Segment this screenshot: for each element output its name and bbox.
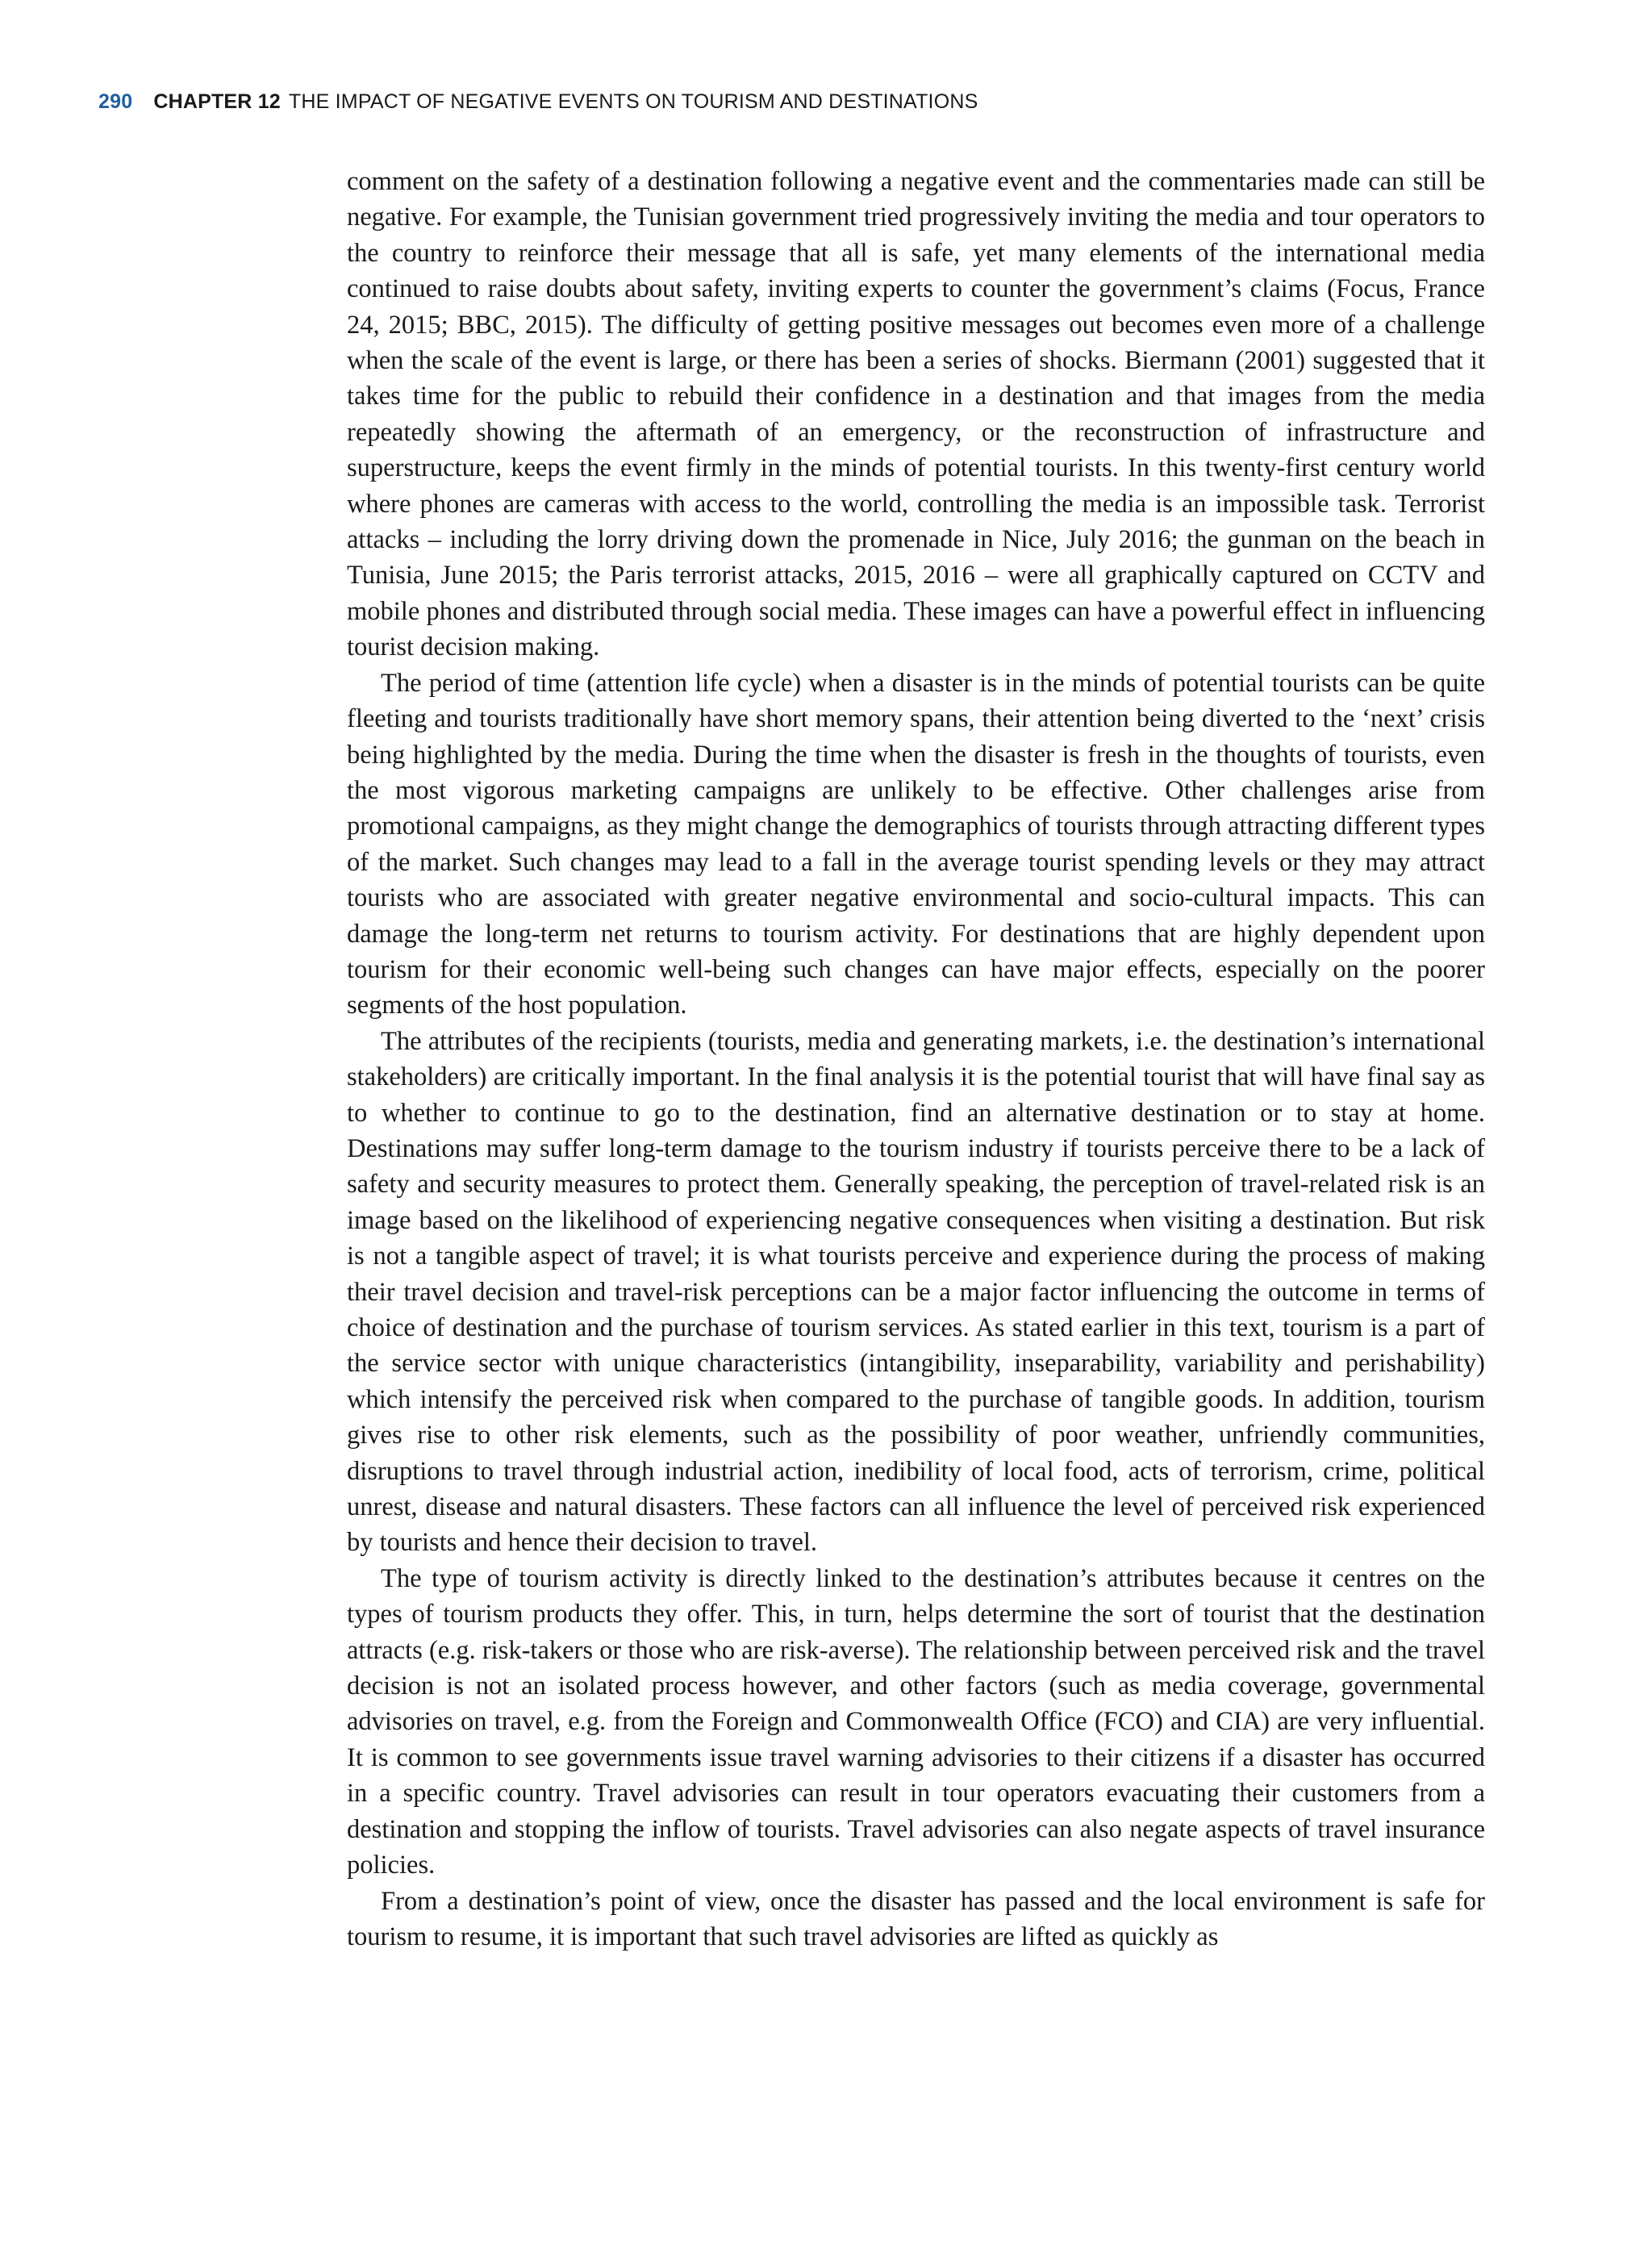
chapter-title: THE IMPACT OF NEGATIVE EVENTS ON TOURISM AND DESTINATIONS	[288, 90, 978, 113]
paragraph-destination-view: From a destination’s point of view, once the disaster has passed and the local environment is safe for tourism to resume, it is important that such travel advisories are lifted as quickly as	[347, 1886, 1485, 1951]
paragraph-continued: comment on the safety of a destination following a negative event and the commentaries made can still be negative. For example, the Tunisian government tried progressively inviting the media and tour operators to the country to reinforce their message that all is safe, yet many elements of the international media continued to raise doubts about safety, inviting experts to counter the government’s claims (Focus, France 24, 2015; BBC, 2015). The difficulty of getting positive messages out becomes even more of a challenge when the scale of the event is large, or there has been a series of shocks. Biermann (2001) suggested that it takes time for the public to rebuild their confidence in a destination and that images from the media repeatedly showing the aftermath of an emergency, or the reconstruction of infrastructure and superstructure, keeps the event firmly in the minds of potential tourists. In this twenty-first century world where phones are cameras with access to the world, controlling the media is an impossible task. Terrorist attacks – including the lorry driving down the promenade in Nice, July 2016; the gunman on the beach in Tunisia, June 2015; the Paris terrorist attacks, 2015, 2016 – were all graphically captured on CCTV and mobile phones and distributed through social media. These images can have a powerful effect in influencing tourist decision making.	[347, 167, 1485, 662]
body-text	[347, 164, 1485, 1955]
running-head	[98, 90, 978, 114]
paragraph-recipient-attributes: The attributes of the recipients (tourists, media and generating markets, i.e. the destination’s international stakeholders) are critically important. In the final analysis it is the potential tourist that will have final say as to whether to continue to go to the destination, find an alternative destination or to stay at home. Destinations may suffer long-term damage to the tourism industry if tourists perceive there to be a lack of safety and security measures to protect them. Generally speaking, the perception of travel-related risk is an image based on the likelihood of experiencing negative consequences when visiting a destination. But risk is not a tangible aspect of travel; it is what tourists perceive and experience during the process of making their travel decision and travel-risk perceptions can be a major factor influencing the outcome in terms of choice of destination and the purchase of tourism services. As stated earlier in this text, tourism is a part of the service sector with unique characteristics (intangibility, inseparability, variability and perishability) which intensify the perceived risk when compared to the purchase of tangible goods. In addition, tourism gives rise to other risk elements, such as the possibility of poor weather, unfriendly communities, disruptions to travel through industrial action, inedibility of local food, acts of terrorism, crime, political unrest, disease and natural disasters. These factors can all influence the level of perceived risk experienced by tourists and hence their decision to travel.	[347, 1026, 1485, 1558]
page-number: 290	[98, 90, 133, 113]
paragraph-tourism-activity-type: The type of tourism activity is directly linked to the destination’s attributes because it centres on the types of tourism products they offer. This, in turn, helps determine the sort of tourist that the destination attracts (e.g. risk-takers or those who are risk-averse). The relationship between perceived risk and the travel decision is not an isolated process however, and other factors (such as media coverage, governmental advisories on travel, e.g. from the Foreign and Commonwealth Office (FCO) and CIA) are very influential. It is common to see governments issue travel warning advisories to their citizens if a disaster has occurred in a specific country. Travel advisories can result in tour operators evacuating their customers from a destination and stopping the inflow of tourists. Travel advisories can also negate aspects of travel insurance policies.	[347, 1563, 1485, 1880]
chapter-label: CHAPTER 12	[153, 90, 281, 113]
paragraph-attention-life-cycle: The period of time (attention life cycle) when a disaster is in the minds of potential tourists can be quite fleeting and tourists traditionally have short memory spans, their attention being diverted to the ‘next’ crisis being highlighted by the media. During the time when the disaster is fresh in the thoughts of tourists, even the most vigorous marketing campaigns are unlikely to be effective. Other challenges arise from promotional campaigns, as they might change the demographics of tourists through attracting different types of the market. Such changes may lead to a fall in the average tourist spending levels or they may attract tourists who are associated with greater negative environmental and socio-cultural impacts. This can damage the long-term net returns to tourism activity. For destinations that are highly dependent upon tourism for their economic well-being such changes can have major effects, especially on the poorer segments of the host population.	[347, 668, 1485, 1020]
